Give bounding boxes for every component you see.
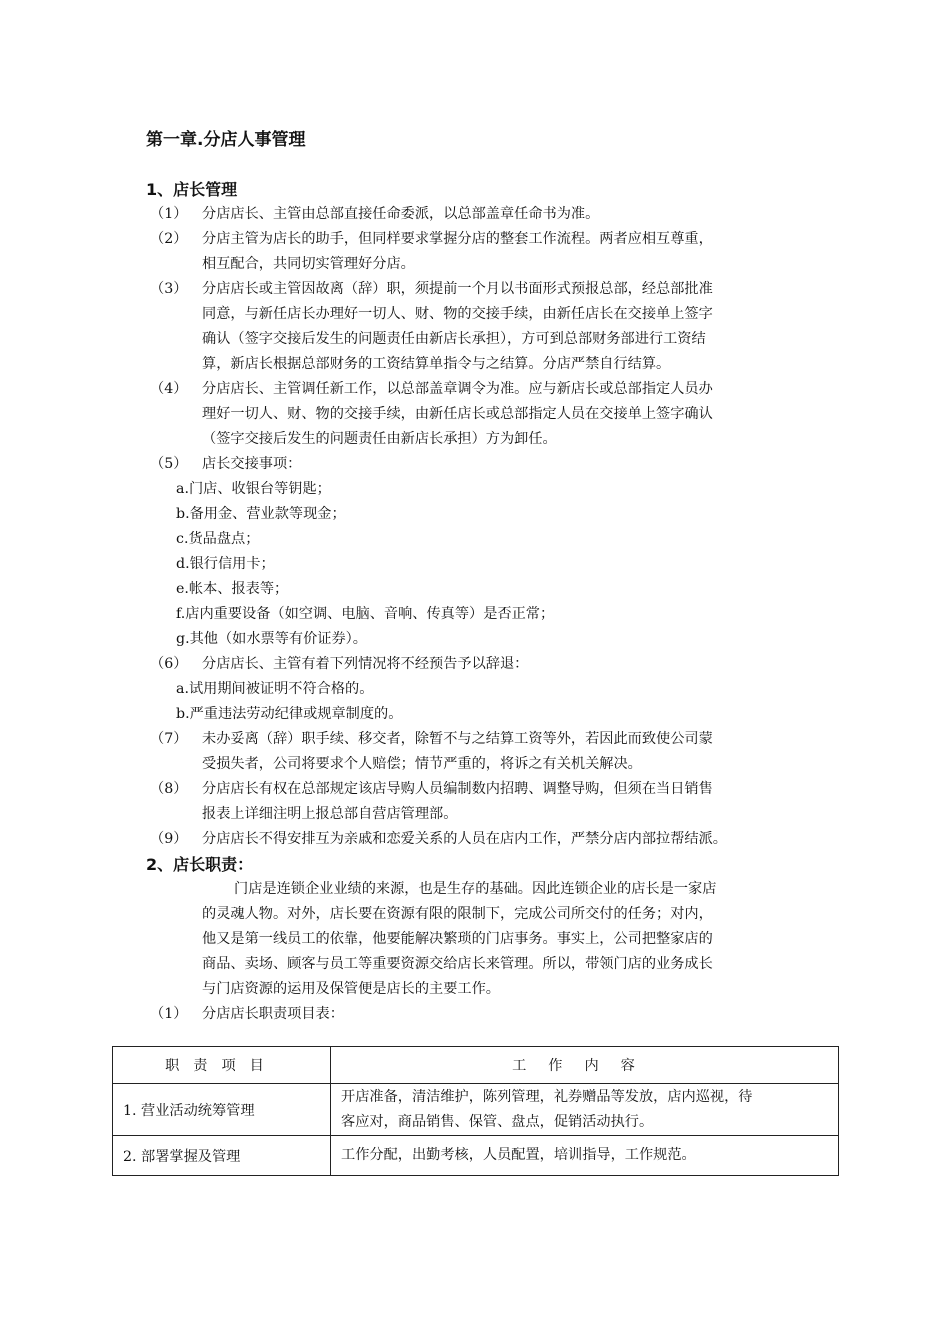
- item-line: 算，新店长根据总部财务的工资结算单指令与之结算。分店严禁自行结算。: [202, 356, 671, 372]
- item-number: （2）: [150, 231, 188, 247]
- cell-line: 客应对，商品销售、保管、盘点，促销活动执行。: [341, 1113, 654, 1130]
- item-line: 报表上详细注明上报总部自营店管理部。: [202, 806, 458, 822]
- table-header-item: 职责项目: [113, 1047, 331, 1084]
- item-line: 分店店长、主管调任新工作，以总部盖章调令为准。应与新店长或总部指定人员办: [202, 381, 713, 397]
- cell-line: 工作分配，出勤考核，人员配置，培训指导，工作规范。: [341, 1147, 696, 1163]
- item-line: 同意，与新任店长办理好一切人、财、物的交接手续，由新任店长在交接单上签字: [202, 306, 713, 322]
- sub-item: f.店内重要设备（如空调、电脑、音响、传真等）是否正常；: [176, 606, 555, 622]
- paragraph-line: 门店是连锁企业业绩的来源，也是生存的基础。因此连锁企业的店长是一家店: [234, 881, 717, 897]
- table-cell-content: [331, 1084, 839, 1136]
- item-number: （4）: [150, 381, 188, 397]
- item-line: 分店店长有权在总部规定该店导购人员编制数内招聘、调整导购，但须在当日销售: [202, 781, 713, 797]
- sub-item: c.货品盘点；: [176, 531, 260, 547]
- item-number: （5）: [150, 456, 188, 472]
- item-line: 分店店长、主管由总部直接任命委派，以总部盖章任命书为准。: [202, 206, 600, 222]
- sub-item: b.备用金、营业款等现金；: [176, 506, 346, 522]
- item-line: 相互配合，共同切实管理好分店。: [202, 256, 415, 272]
- section-1-title: 1、店长管理: [146, 180, 238, 199]
- table-cell-item: 1. 营业活动统筹管理: [113, 1084, 331, 1136]
- item-line: 受损失者，公司将要求个人赔偿；情节严重的，将诉之有关机关解决。: [202, 756, 642, 772]
- item-line: 确认（签字交接后发生的问题责任由新店长承担），方可到总部财务部进行工资结: [202, 331, 706, 347]
- item-line: 分店店长职责项目表：: [202, 1006, 344, 1022]
- item-line: 店长交接事项：: [202, 456, 302, 472]
- item-number: （1）: [150, 1006, 188, 1022]
- item-number: （9）: [150, 831, 188, 847]
- paragraph-line: 的灵魂人物。对外，店长要在资源有限的限制下，完成公司所交付的任务；对内，: [202, 906, 713, 922]
- paragraph-line: 与门店资源的运用及保管便是店长的主要工作。: [202, 981, 500, 997]
- paragraph-line: 商品、卖场、顾客与员工等重要资源交给店长来管理。所以，带领门店的业务成长: [202, 956, 713, 972]
- item-number: （7）: [150, 731, 188, 747]
- item-line: 未办妥离（辞）职手续、移交者，除暂不与之结算工资等外，若因此而致使公司蒙: [202, 731, 713, 747]
- item-line: 分店主管为店长的助手，但同样要求掌握分店的整套工作流程。两者应相互尊重，: [202, 231, 713, 247]
- item-number: （1）: [150, 206, 188, 222]
- item-number: （3）: [150, 281, 188, 297]
- sub-item: a.试用期间被证明不符合格的。: [176, 681, 374, 697]
- table-row: [113, 1084, 839, 1136]
- item-line: 分店店长、主管有着下列情况将不经预告予以辞退：: [202, 656, 529, 672]
- sub-item: d.银行信用卡；: [176, 556, 275, 572]
- chapter-title: 第一章.分店人事管理: [146, 130, 306, 150]
- item-number: （6）: [150, 656, 188, 672]
- table-row: [113, 1136, 839, 1176]
- section-2-title: 2、店长职责：: [146, 855, 254, 874]
- item-line: （签字交接后发生的问题责任由新店长承担）方为卸任。: [202, 431, 557, 447]
- sub-item: b.严重违法劳动纪律或规章制度的。: [176, 706, 403, 722]
- sub-item: g.其他（如水票等有价证券）。: [176, 631, 367, 647]
- item-line: 分店店长或主管因故离（辞）职，须提前一个月以书面形式预报总部，经总部批准: [202, 281, 713, 297]
- item-number: （8）: [150, 781, 188, 797]
- paragraph-line: 他又是第一线员工的依靠，他要能解决繁琐的门店事务。事实上，公司把整家店的: [202, 931, 713, 947]
- table-header-row: [113, 1047, 839, 1084]
- duty-table: [112, 1046, 839, 1176]
- item-line: 分店店长不得安排互为亲戚和恋爱关系的人员在店内工作，严禁分店内部拉帮结派。: [202, 831, 727, 847]
- cell-line: 开店准备，清洁维护，陈列管理，礼券赠品等发放，店内巡视，待: [341, 1088, 753, 1105]
- table-cell-item: 2. 部署掌握及管理: [113, 1136, 331, 1176]
- sub-item: a.门店、收银台等钥匙；: [176, 481, 331, 497]
- table-header-content: 工作内容: [331, 1047, 839, 1084]
- item-line: 理好一切人、财、物的交接手续，由新任店长或总部指定人员在交接单上签字确认: [202, 406, 713, 422]
- sub-item: e.帐本、报表等；: [176, 581, 289, 597]
- table-cell-content: [331, 1136, 839, 1176]
